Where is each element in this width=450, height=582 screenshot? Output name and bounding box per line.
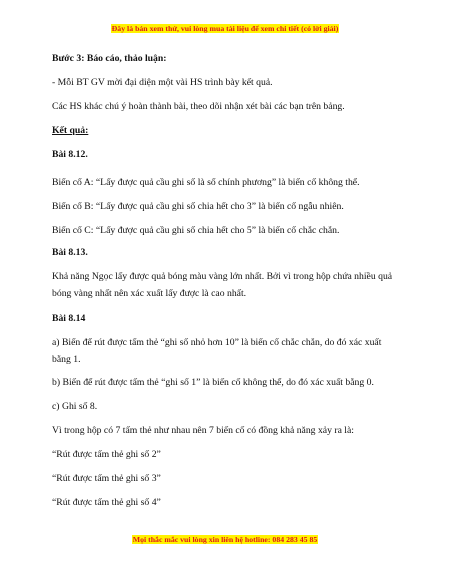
step-heading: Bước 3: Báo cáo, thảo luận: [52, 53, 167, 64]
hotline-text: Mọi thắc mắc vui lòng xin liên hệ hotline: 084 283 45 85 [132, 535, 318, 544]
preview-notice-banner [0, 24, 450, 34]
hotline-banner [0, 535, 450, 545]
bai-8-14-title: Bài 8.14 [52, 313, 86, 324]
bai-8-13-title: Bài 8.13. [52, 247, 88, 258]
preview-notice-text: Đây là bản xem thử, vui lòng mua tài liệu để xem chi tiết (có lời giải) [111, 24, 339, 33]
bai-8-14-part-a: a) Biến để rút được tấm thẻ “ghi số nhỏ hơn 10” là biến cố chắc chắn, do đó xác xuất bằng 1. [52, 337, 382, 365]
list-item: “Rút được tấm thẻ ghi số 4” [52, 497, 161, 508]
step-line-1: - Mỗi BT GV mời đại diện một vài HS trình bày kết quả. [52, 77, 273, 88]
step-line-2: Các HS khác chú ý hoàn thành bài, theo dõi nhận xét bài các bạn trên bảng. [52, 101, 345, 112]
bai-8-14-part-c: c) Ghi số 8. [52, 401, 98, 412]
bai-8-12-event-b: Biến cố B: “Lấy được quả cầu ghi số chia hết cho 3” là biến cố ngẫu nhiên. [52, 201, 344, 212]
bai-8-12-event-c: Biến cố C: “Lấy được quả cầu ghi số chia hết cho 5” là biến cố chắc chắn. [52, 225, 340, 236]
bai-8-12-event-a: Biến cố A: “Lấy được quả cầu ghi số là số chính phương” là biến cố không thể. [52, 177, 360, 188]
bai-8-12-title: Bài 8.12. [52, 149, 88, 160]
results-heading: Kết quả: [52, 125, 89, 136]
bai-8-13-text: Khả năng Ngọc lấy được quả bóng màu vàng lớn nhất. Bởi vì trong hộp chứa nhiều quả bóng vàng nhất nên xác xuất lấy được là cao nhất. [52, 271, 393, 299]
list-item: “Rút được tấm thẻ ghi số 3” [52, 473, 161, 484]
bai-8-14-part-b: b) Biến để rút được tấm thẻ “ghi số 1” là biến cố không thể, do đó xác xuất bằng 0. [52, 377, 374, 388]
list-item: “Rút được tấm thẻ ghi số 2” [52, 449, 161, 460]
bai-8-14-reason: Vì trong hộp có 7 tấm thẻ như nhau nên 7 biến cố có đồng khả năng xảy ra là: [52, 425, 354, 436]
